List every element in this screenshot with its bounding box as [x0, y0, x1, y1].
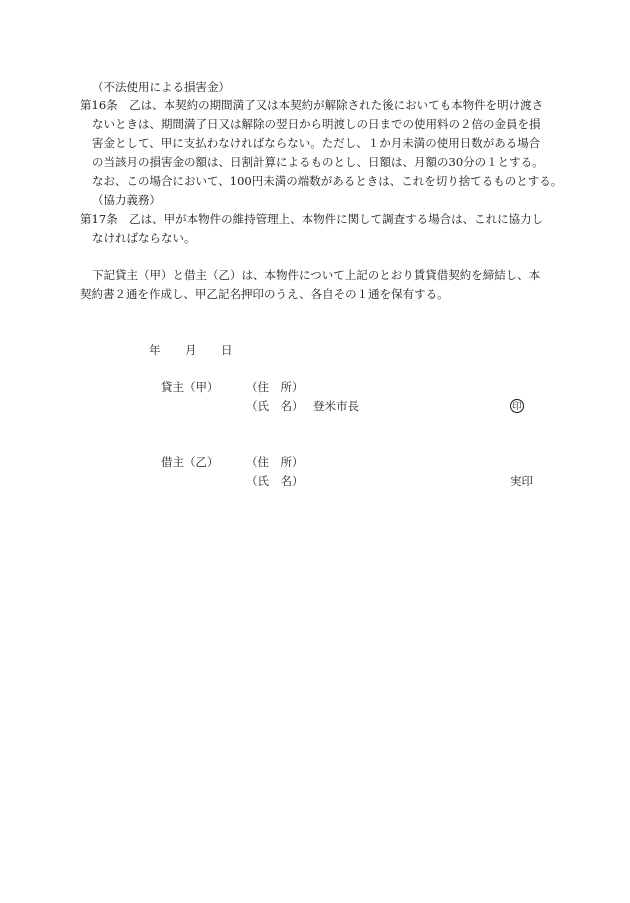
article16-heading: （不法使用による損害金） — [92, 80, 230, 94]
article16-line-4: の当該月の損害金の額は、日割計算によるものとし、日額は、月額の30分の１とする。 — [92, 155, 544, 169]
lessor-name-label: （氏 名） — [246, 399, 304, 413]
lessor-name-value: 登米市長 — [313, 399, 359, 413]
article16-line-5: なお、この場合において、100円未満の端数があるときは、これを切り捨てるものとする。 — [92, 174, 563, 188]
closing-line-1: 下記貸主（甲）と借主（乙）は、本物件について上記のとおり賃貸借契約を締結し、本 — [92, 268, 541, 282]
lessee-seal-label: 実印 — [510, 474, 533, 488]
article17-line-2: なければならない。 — [92, 231, 196, 245]
article16-line-1: 第16条 乙は、本契約の期間満了又は本契約が解除された後においても本物件を明け渡さ — [80, 98, 544, 112]
closing-line-2: 契約書２通を作成し、甲乙記名押印のうえ、各自その１通を保有する。 — [80, 287, 449, 301]
lessor-address-label: （住 所） — [246, 380, 304, 394]
lessor-label: 貸主（甲） — [161, 380, 219, 394]
article16-line-2: ないときは、期間満了日又は解除の翌日から明渡しの日までの使用料の２倍の金員を損 — [92, 117, 541, 131]
lessee-address-label: （住 所） — [246, 455, 304, 469]
article17-line-1: 第17条 乙は、甲が本物件の維持管理上、本物件に関して調査する場合は、これに協力し — [80, 212, 544, 226]
lessee-label: 借主（乙） — [161, 455, 219, 469]
seal-mark-icon: 印 — [510, 399, 524, 413]
date-day: 日 — [221, 343, 233, 357]
article16-line-3: 害金として、甲に支払わなければならない。ただし、１か月未満の使用日数がある場合 — [92, 136, 541, 150]
lessee-name-label: （氏 名） — [246, 474, 304, 488]
article17-heading: （協力義務） — [92, 193, 161, 207]
date-month: 月 — [185, 343, 197, 357]
date-year: 年 — [149, 343, 161, 357]
